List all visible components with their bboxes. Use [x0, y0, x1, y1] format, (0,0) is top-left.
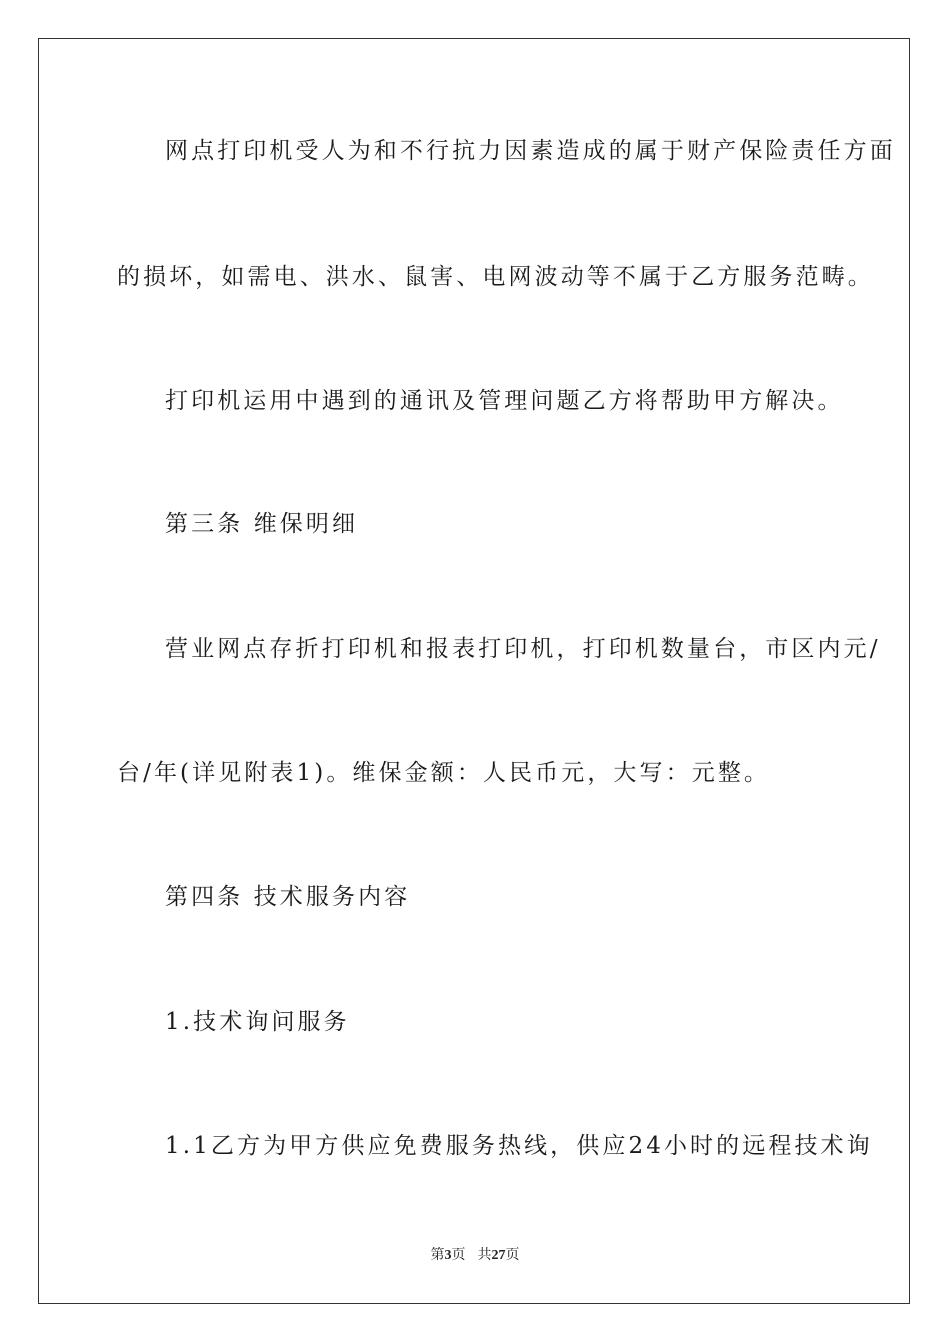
page-prefix: 第	[430, 1248, 445, 1263]
page-footer	[0, 1244, 950, 1264]
section-heading-4: 第四条 技术服务内容	[165, 884, 411, 910]
subsection-heading-1: 1.技术询问服务	[165, 1009, 350, 1035]
total-suffix: 页	[505, 1248, 520, 1263]
paragraph-line-2: 的损坏，如需电、洪水、鼠害、电网波动等不属于乙方服务范畴。	[117, 264, 874, 290]
paragraph-line-9: 1.1乙方为甲方供应免费服务热线，供应24小时的远程技术询	[165, 1133, 873, 1159]
total-pages: 27	[491, 1248, 506, 1263]
page-number: 3	[444, 1248, 452, 1263]
paragraph-line-1: 网点打印机受人为和不行抗力因素造成的属于财产保险责任方面	[165, 138, 896, 164]
paragraph-line-5: 营业网点存折打印机和报表打印机，打印机数量台，市区内元/	[165, 636, 881, 662]
total-prefix: 共	[477, 1248, 492, 1263]
page-border	[38, 38, 910, 1304]
paragraph-line-3: 打印机运用中遇到的通讯及管理问题乙方将帮助甲方解决。	[165, 388, 844, 414]
page-suffix: 页	[451, 1248, 466, 1263]
section-heading-3: 第三条 维保明细	[165, 511, 359, 537]
paragraph-line-6: 台/年(详见附表1)。维保金额：人民币元，大写：元整。	[117, 760, 771, 786]
